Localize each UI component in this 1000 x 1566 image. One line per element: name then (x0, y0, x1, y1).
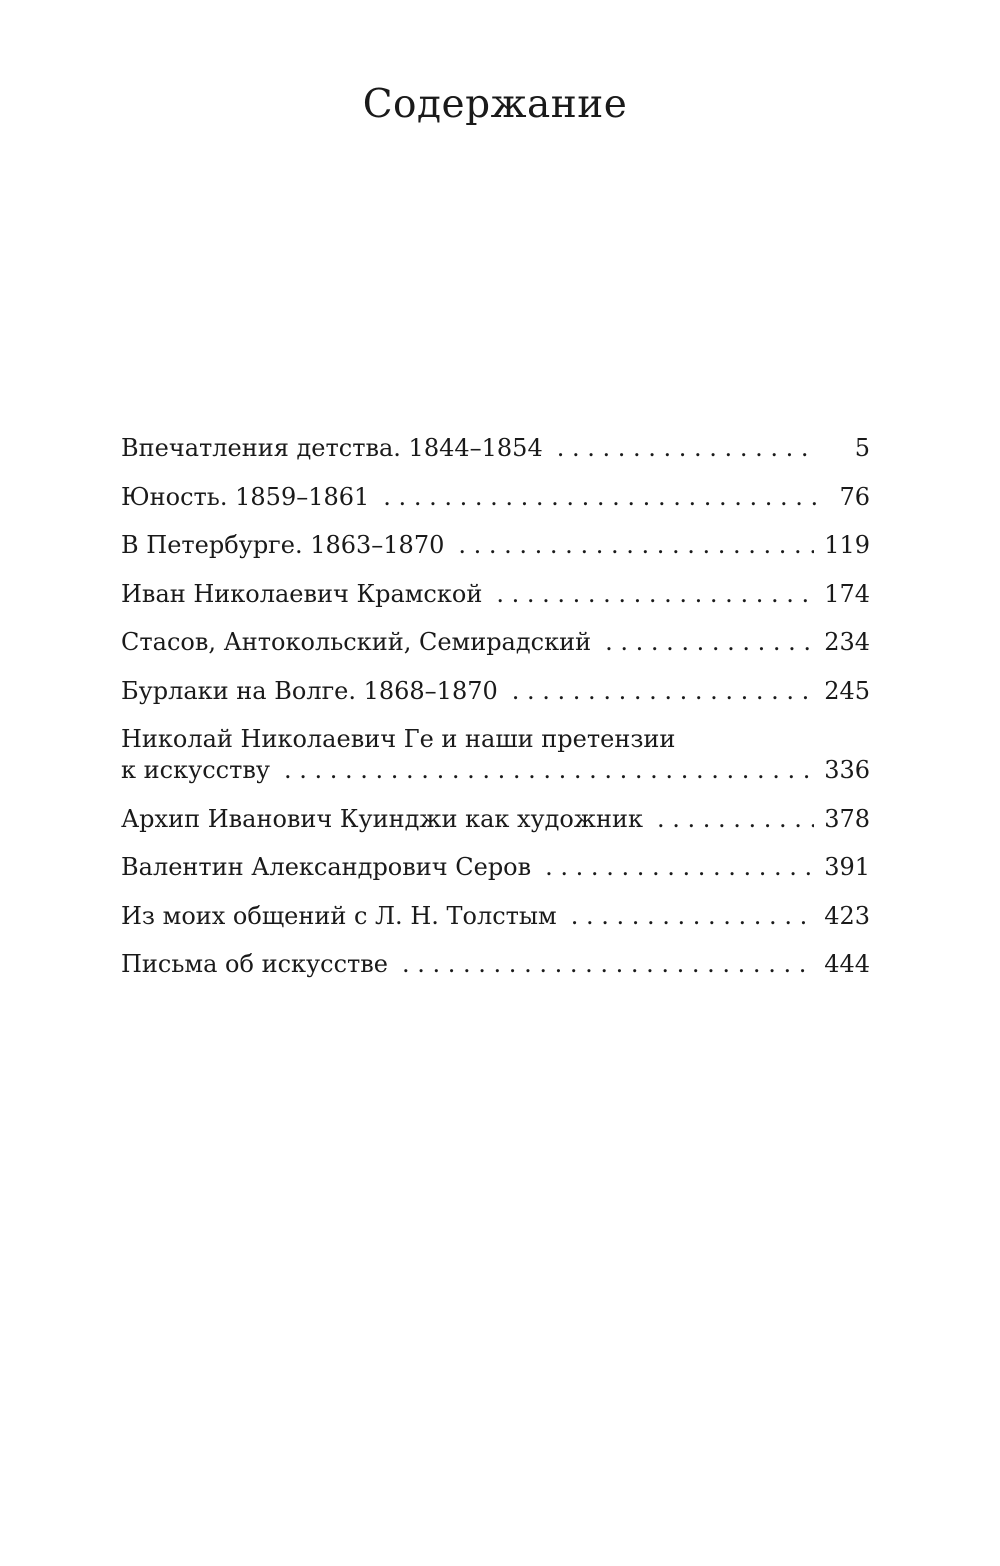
toc-page-number: 423 (824, 901, 870, 930)
dot-leader (512, 676, 814, 707)
toc-entry-title: Из моих общений с Л. Н. Толстым (121, 901, 557, 930)
toc-page-number: 174 (824, 579, 870, 608)
toc-entry[interactable] (121, 482, 870, 513)
toc-entry[interactable] (121, 579, 870, 610)
toc-page-number: 245 (824, 676, 870, 705)
toc-entry-title: В Петербурге. 1863–1870 (121, 531, 445, 559)
toc-entry[interactable] (121, 901, 870, 932)
toc-page-number: 119 (824, 531, 870, 559)
toc-entry-title: Стасов, Антокольский, Семирадский (121, 628, 592, 656)
toc-entry[interactable] (121, 804, 870, 835)
dot-leader (545, 852, 814, 883)
toc-entry-title: к искусству (121, 756, 270, 784)
dot-leader (458, 530, 814, 561)
page-title: Содержание (362, 82, 628, 127)
table-of-contents (121, 433, 870, 998)
toc-page-number: 378 (824, 804, 870, 833)
dot-leader (571, 901, 814, 932)
toc-entry[interactable] (121, 852, 870, 883)
toc-page-number: 336 (824, 756, 870, 784)
dot-leader (496, 579, 814, 610)
toc-page-number: 5 (854, 434, 870, 462)
toc-entry-title: Письма об искусстве (121, 950, 388, 978)
toc-entry-title: Архип Иванович Куинджи как художник (121, 804, 643, 833)
toc-entry[interactable] (121, 530, 870, 561)
toc-entry-title: Иван Николаевич Крамской (121, 579, 483, 608)
toc-page-number: 234 (824, 628, 870, 656)
toc-entry-title: Бурлаки на Волге. 1868–1870 (121, 676, 498, 705)
toc-entry[interactable] (121, 724, 870, 786)
dot-leader (657, 804, 814, 835)
dot-leader (284, 755, 814, 786)
toc-page-number: 444 (824, 950, 870, 978)
dot-leader (402, 949, 814, 980)
toc-page-number: 76 (839, 482, 870, 511)
toc-entry[interactable] (121, 627, 870, 658)
toc-entry-title-line1: Николай Николаевич Ге и наши претензии (121, 725, 676, 753)
toc-entry[interactable] (121, 949, 870, 980)
toc-entry[interactable] (121, 676, 870, 707)
toc-entry-title: Валентин Александрович Серов (121, 853, 532, 881)
dot-leader (383, 482, 818, 513)
toc-entry[interactable] (121, 433, 870, 464)
dot-leader (557, 433, 818, 464)
toc-page-number: 391 (824, 853, 870, 881)
dot-leader (605, 627, 814, 658)
toc-entry-title: Юность. 1859–1861 (121, 482, 370, 511)
toc-entry-title: Впечатления детства. 1844–1854 (121, 434, 543, 462)
